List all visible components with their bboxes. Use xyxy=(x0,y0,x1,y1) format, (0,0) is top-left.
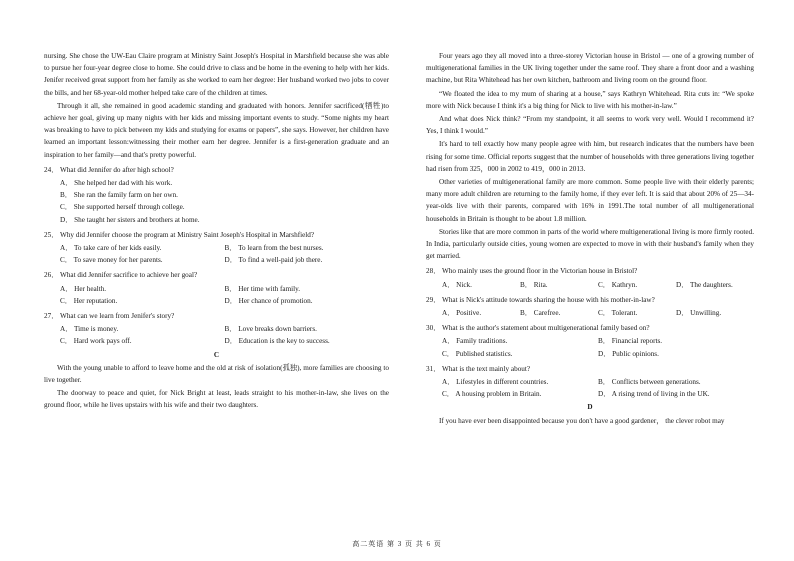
option-a: A． She helped her dad with his work. xyxy=(60,179,173,188)
option-c: C． She supported herself through college. xyxy=(60,203,185,212)
section-c-heading: C xyxy=(213,350,220,359)
option-d: D． Public opinions. xyxy=(598,349,659,358)
option-a: A． Nick. xyxy=(442,280,472,289)
option-d: D． To find a well-paid job there. xyxy=(224,256,323,265)
option-d: D． Education is the key to success. xyxy=(224,337,330,346)
passage-c-paragraph: Other varieties of multigenerational family are more common. Some people live with their elderly parents; many more adult children are returning to the family home, if they ever left. It is said that about 20% of 25—34-year-olds live with their parents, compared with 16% in 1991.The total number of all multigenerational households in Britain is thought to be about 1.8 million. xyxy=(426,178,754,223)
option-c: C． Her reputation. xyxy=(60,296,118,305)
option-c: C． Hard work pays off. xyxy=(60,337,132,346)
question-24-options xyxy=(44,177,389,226)
option-c: C． To save money for her parents. xyxy=(60,256,163,265)
option-b: B． To learn from the best nurses. xyxy=(224,244,324,253)
passage-c-paragraph: It's hard to tell exactly how many people agree with him, but research indicates that the numbers have been rising for some time. Official reports suggest that the number of households with three generations living together had risen from 325，000 in 2002 to 419，000 in 2013. xyxy=(426,140,754,173)
option-b: B． Love breaks down barriers. xyxy=(224,325,317,334)
passage-c-paragraph: And what does Nick think? “From my standpoint, it all seems to work very well. Would I recommend it? Yes, I think I would.” xyxy=(426,115,754,136)
option-d: D． A rising trend of living in the UK. xyxy=(598,390,710,399)
option-a: A． Positive. xyxy=(442,309,482,318)
option-b: B． Rita. xyxy=(520,280,548,289)
passage-c-paragraph: Four years ago they all moved into a three-storey Victorian house in Bristol — one of a growing number of multigenerational families in the UK living together under the same roof. They share a front door and a washing machine, but Rita Whitehead has her own kitchen, bathroom and living room on the ground floor. xyxy=(426,52,754,85)
question-28-options xyxy=(426,279,754,291)
question-31: 31． What is the text mainly about? xyxy=(426,364,531,373)
option-c: C． Published statistics. xyxy=(442,349,513,358)
right-column xyxy=(426,50,754,428)
question-24: 24． What did Jennifer do after high school? xyxy=(44,165,174,174)
passage-c-paragraph: With the young unable to afford to leave home and the old at risk of isolation(孤独), more families are choosing to live together. xyxy=(44,363,389,385)
question-27: 27． What can we learn from Jenifer's story? xyxy=(44,312,175,321)
option-d: D． The daughters. xyxy=(676,280,733,289)
question-30: 30． What is the author's statement about multigenerational family based on? xyxy=(426,324,650,333)
option-d: D． Her chance of promotion. xyxy=(224,296,313,305)
section-d-heading: D xyxy=(587,403,593,412)
question-25-options xyxy=(44,242,389,266)
option-c: C． A housing problem in Britain. xyxy=(442,390,542,399)
page-footer: 高二英语 第 3 页 共 6 页 xyxy=(352,540,442,548)
passage-c-paragraph: “We floated the idea to my mum of sharing at a house,” says Kathryn Whitehead. Rita cuts in: “We spoke more with Nick because I think it's a big thing for Nick to live with his mother-in-law.” xyxy=(426,89,754,110)
passage-d-paragraph: If you have ever been disappointed because you don't have a good gardener， the clever robot may xyxy=(439,416,725,425)
question-31-options xyxy=(426,376,754,400)
question-26-options xyxy=(44,283,389,307)
option-b: B． Financial reports. xyxy=(598,337,663,346)
passage-b-paragraph: nursing. She chose the UW-Eau Claire program at Ministry Saint Joseph's Hospital in Marshfield because she was able to pursue her four-year degree close to home. She could drive to class and be home in the evening to help with her kids. Jenifer received great support from her family as she worked to earn her degree: Her husband worked two jobs to cover the bills, and her 68-year-old mother helped take care of the children at times. xyxy=(44,52,389,97)
passage-b-paragraph: Through it all, she remained in good academic standing and graduated with honors. Jennifer sacrificed(牺牲)to achieve her goal, giving up many nights with her kids and missing important events to study. “Some nights my heart was breaking to have to pick between my kids and studying for exams or papers”, she says. However, her children have learned an important lesson:witnessing their mother earn her degree. Jennifer is a first-generation graduate and an inspiration to her family—and that's pretty powerful. xyxy=(44,101,389,159)
option-c: C． Kathryn. xyxy=(598,280,638,289)
option-a: A． To take care of her kids easily. xyxy=(60,244,162,253)
option-a: A． Family traditions. xyxy=(442,337,508,346)
option-c: C． Tolerant. xyxy=(598,309,638,318)
option-a: A． Her health. xyxy=(60,284,107,293)
question-26: 26． What did Jennifer sacrifice to achieve her goal? xyxy=(44,271,198,280)
question-27-options xyxy=(44,323,389,347)
option-b: B． Conflicts between generations. xyxy=(598,378,701,387)
option-b: B． Her time with family. xyxy=(224,284,301,293)
question-25: 25． Why did Jennifer choose the program at Ministry Saint Joseph's Hospital in Marshfield? xyxy=(44,230,315,239)
option-a: A． Time is money. xyxy=(60,325,119,334)
question-28: 28． Who mainly uses the ground floor in the Victorian house in Bristol? xyxy=(426,267,638,276)
passage-c-paragraph: Stories like that are more common in parts of the world where multigenerational living is more firmly rooted. In India, particularly outside cities, young women are expected to move in with their husband's family when they get married. xyxy=(426,227,754,261)
option-d: D． She taught her sisters and brothers at home. xyxy=(60,215,200,224)
passage-c-paragraph: The doorway to peace and quiet, for Nick Bright at least, leads straight to his mother-in-law, she lives on the ground floor, while he lives upstairs with his wife and their two daughters. xyxy=(44,389,389,410)
option-b: B． Carefree. xyxy=(520,309,561,318)
question-29-options xyxy=(426,307,754,319)
option-b: B． She ran the family farm on her own. xyxy=(60,191,178,200)
question-29: 29． What is Nick's attitude towards sharing the house with his mother-in-law? xyxy=(426,295,655,304)
option-a: A． Lifestyles in different countries. xyxy=(442,378,549,387)
option-d: D． Unwilling. xyxy=(676,309,722,318)
left-column xyxy=(44,50,389,413)
question-30-options xyxy=(426,335,754,359)
